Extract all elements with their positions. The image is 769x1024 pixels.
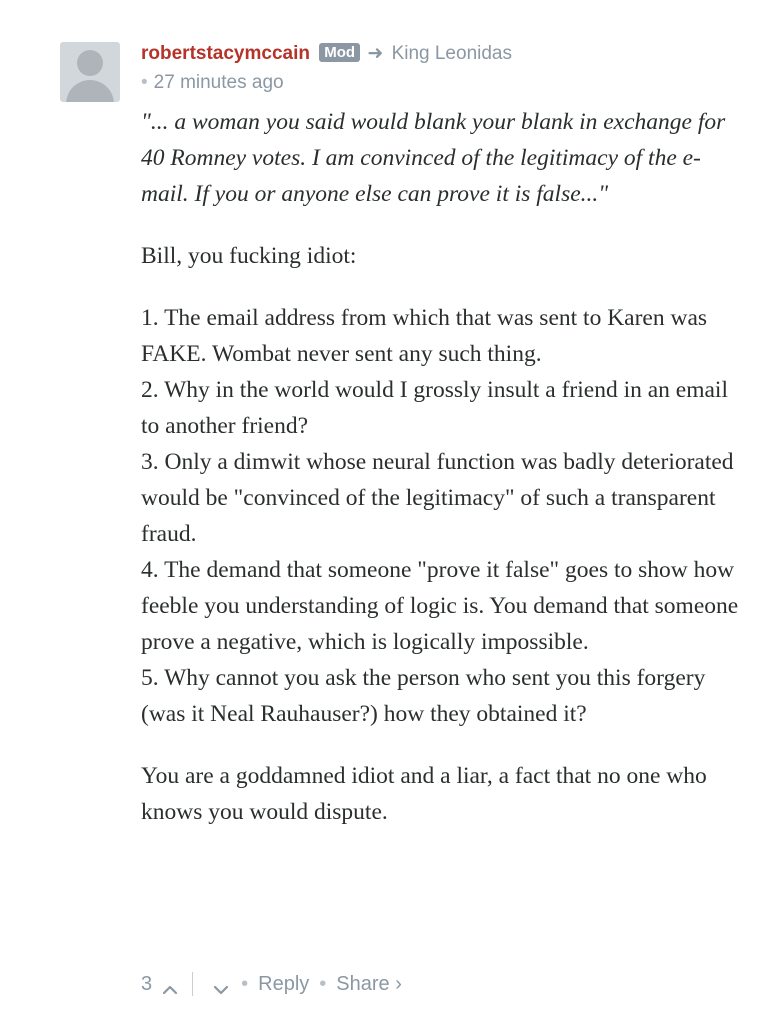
quoted-text: "... a woman you said would blank your blank in exchange for 40 Romney votes. I am convinced of the legitimacy of the e-mail. If you or anyone else can prove it is false..."	[141, 109, 726, 207]
point-item: 5. Why cannot you ask the person who sent you this forgery (was it Neal Rauhauser?) how they obtained it?	[141, 665, 706, 727]
greeting: Bill, you fucking idiot:	[141, 243, 357, 269]
points-list	[141, 300, 741, 732]
point-item: 1. The email address from which that was sent to Karen was FAKE. Wombat never sent any such thing.	[141, 305, 708, 367]
upvote-button[interactable]	[160, 976, 180, 992]
comment-footer	[141, 968, 402, 1000]
avatar-head-shape	[77, 50, 103, 76]
vote-count: 3	[141, 973, 153, 995]
comment-header	[141, 40, 512, 68]
separator-dot: •	[319, 973, 327, 995]
avatar-body-shape	[66, 80, 114, 102]
downvote-button[interactable]	[211, 976, 231, 992]
share-button[interactable]: Share ›	[336, 973, 402, 995]
reply-button[interactable]: Reply	[258, 973, 310, 995]
chevron-up-icon	[160, 982, 180, 998]
point-item: 2. Why in the world would I grossly insult a friend in an email to another friend?	[141, 377, 728, 439]
timestamp[interactable]: 27 minutes ago	[153, 72, 284, 93]
reply-arrow-icon: ➜	[367, 43, 384, 64]
avatar[interactable]	[60, 42, 120, 102]
point-item: 4. The demand that someone "prove it false" goes to show how feeble you understanding of logic is. You demand that someone prove a negative, which is logically impossible.	[141, 557, 739, 655]
vote-divider	[192, 972, 193, 996]
mod-badge: Mod	[319, 43, 360, 62]
closing: You are a goddamned idiot and a liar, a fact that no one who knows you would dispute.	[141, 763, 707, 825]
chevron-down-icon	[211, 982, 231, 998]
author-name[interactable]: robertstacymccain	[141, 43, 310, 64]
in-reply-to-user[interactable]: King Leonidas	[391, 43, 512, 64]
bullet-icon: •	[141, 72, 148, 93]
separator-dot: •	[241, 973, 249, 995]
point-item: 3. Only a dimwit whose neural function was badly deteriorated would be "convinced of the legitimacy" of such a transparent fraud.	[141, 449, 734, 547]
comment-body	[141, 104, 741, 856]
comment-meta	[141, 70, 284, 96]
